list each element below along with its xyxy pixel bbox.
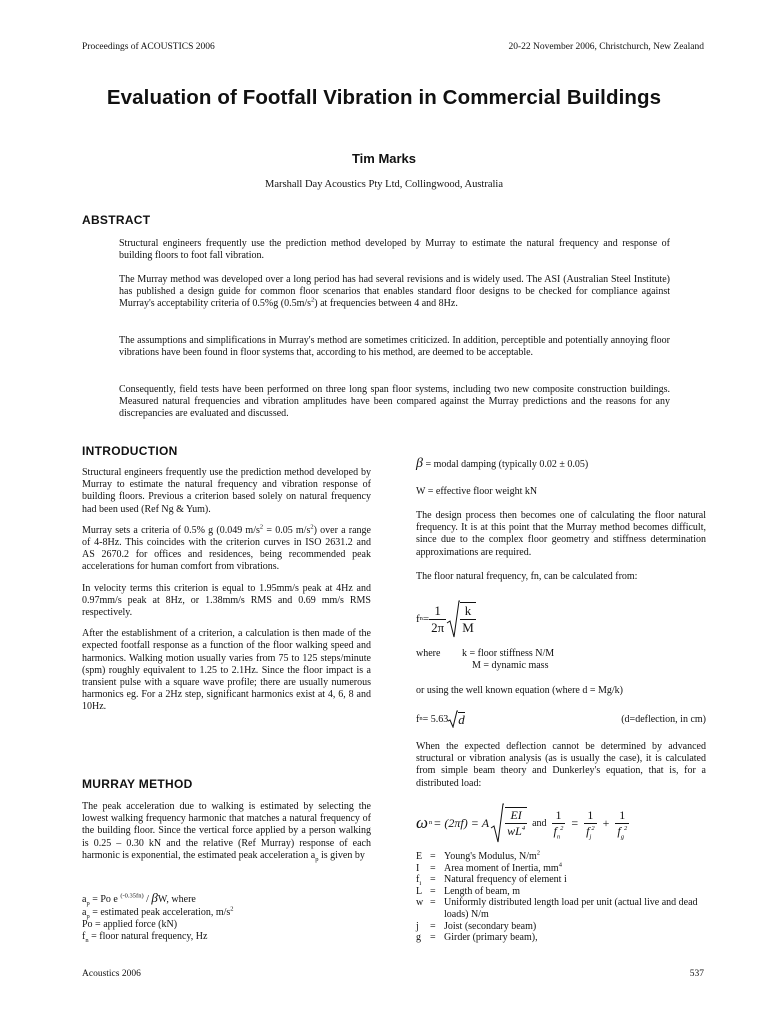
radical-sign [490,802,504,844]
dunkerley-equation: ω n = (2πf) = A $\frac{EI}{wL^4}$ and $\frac{1}{f_n^2}$ = $\frac{1}{f_j^2}$ + $\frac{1}{f_g^2}$ [416,800,629,846]
intro-paragraph-4: After the establishment of a criterion, a calculation is then made of the expected footfall response as a function of the floor walking speed and harmonics. Walking motion usually varies from 75 to 125 steps/minute (spm) roughly equivalent to 1.25 to 2.1Hz. Since the floor impact is a transient pulse with a square wave profile; there are usually numerous harmonics eg. For a 2Hz step, significant harmonics exist at 4, 6, 8 and 10Hz. [82,628,371,713]
natural-frequency-equation: f n = $\frac{1}{2\pi}$ $\frac{k}{M}$ [416,597,476,641]
peak-acceleration-formula: $a_p = Po$ e $^{(-0.35fn)}$ / βW, where [82,890,196,907]
beta-definition: β = modal damping (typically 0.02 ± 0.05) [416,456,589,471]
definition-row: j = Joist (secondary beam) [416,920,537,932]
definition-row: w = Uniformly distributed length load per unit (actual live and dead loads) N/m [416,897,698,920]
intro-paragraph-1: Structural engineers frequently use the prediction method developed by Murray to estimate the natural frequency and vibration response of building floors. Previous a criterion based solely on natural frequency had been used (Ref Ng & Yum). [82,467,371,515]
deflection-equation: f n = 5.63 d (d=deflection, in cm) [416,711,706,727]
author-name: Tim Marks [351,151,417,166]
radical-sign [448,710,458,728]
author-affiliation: Marshall Day Acoustics Pty Ltd, Collingwood, Australia [265,179,503,190]
abstract-paragraph-3: The assumptions and simplifications in Murray's method are sometimes criticized. In addition, perceptible and potentially annoying floor vibrations have been found in floor systems that, according to his method, are deemed to be acceptable. [119,335,670,359]
definition-row: I = Area moment of Inertia, $mm^4$ [416,861,562,874]
intro-paragraph-3: In velocity terms this criterion is equal to 1.95mm/s peak at 4Hz and 0.97mm/s peak at 8Hz, or 1.38mm/s RMS and 0.69 mm/s RMS respectively. [82,582,371,619]
running-header-left: Proceedings of ACOUSTICS 2006 [82,42,215,52]
equation-where-block: where k = floor stiffness N/M M = dynamic mass [416,648,555,671]
paper-title: Evaluation of Footfall Vibration in Commercial Buildings [106,86,662,109]
murray-paragraph-1: The peak acceleration due to walking is estimated by selecting the lowest walking frequency harmonic that matches a natural frequency of the building floor. Since the vertical force applied by a person walking is 0.25 – 0.30 kN and the relative (Ref Murray) response of each harmonic is exponential, the estimated peak acceleration $a_p$ is given by [82,801,371,863]
deflection-intro: or using the well known equation (where d = Mg/k) [416,685,623,696]
murray-method-body [82,801,371,871]
introduction-heading: INTRODUCTION [82,444,178,458]
weight-definition: W = effective floor weight kN [416,486,538,497]
murray-method-heading: MURRAY METHOD [82,777,193,791]
symbol-definitions [416,851,716,944]
radical-sign [446,599,460,639]
abstract-heading: ABSTRACT [82,213,151,227]
abstract-paragraph-4: Consequently, field tests have been performed on three long span floor systems, including two new composite construction buildings. Measured natural frequencies and vibration amplitudes have been compared against the Murray predictions and the reasons for any discrepancies are evaluated and discussed. [119,384,670,420]
formula-definitions [82,907,234,943]
introduction-body [82,467,371,723]
design-process-paragraph: The design process then becomes one of calculating the floor natural frequency. It is at this point that the Murray method becomes difficult, since due to the complex floor geometry and stiffness determination approximations are required. [416,510,706,558]
running-header-right: 20-22 November 2006, Christchurch, New Zealand [508,42,704,52]
abstract-paragraph-1: Structural engineers frequently use the prediction method developed by Murray to estimate the natural frequency and response of building floors to foot fall vibration. [119,238,670,262]
definition-fn: $f_n$ = floor natural frequency, Hz [82,931,208,944]
definition-row: E = Young's Modulus, $N/m^2$ [416,849,541,862]
page-number: 537 [689,969,704,979]
definition-ap: $a_p$ = estimated peak acceleration, $m/s^2$ [82,905,234,920]
natural-frequency-intro: The floor natural frequency, fn, can be calculated from: [416,571,638,582]
dunkerley-paragraph: When the expected deflection cannot be determined by advanced structural or vibration analysis (as is usually the case), it is calculated from simple beam theory and Dunkerley's equation, that is, for a distributed load: [416,741,706,789]
definition-row: g = Girder (primary beam), [416,932,538,944]
definition-row: $f_i$ = Natural frequency of element i [416,874,567,888]
definition-po: Po = applied force (kN) [82,919,178,930]
definition-row: L = Length of beam, m [416,885,521,897]
abstract-paragraph-2: The Murray method was developed over a long period has had several revisions and is widely used. The ASI (Australian Steel Institute) has published a design guide for common floor scenarios that enables standard floor designs to be checked for compliance against Murray's acceptability criteria of 0.5%g $(0.5m/s^2)$ at frequencies between 4 and 8Hz. [119,274,670,310]
intro-paragraph-2: Murray sets a criteria of 0.5% g (0.049 $m/s^2 = 0.05$ $m/s^2$) over a range of 4-8Hz. This coincides with the criterion curves in ISO 2631.2 and AS 2670.2 for offices and residences, being recommended peak accelerations for human comfort from vibrations. [82,523,371,573]
running-footer-left: Acoustics 2006 [82,969,141,979]
